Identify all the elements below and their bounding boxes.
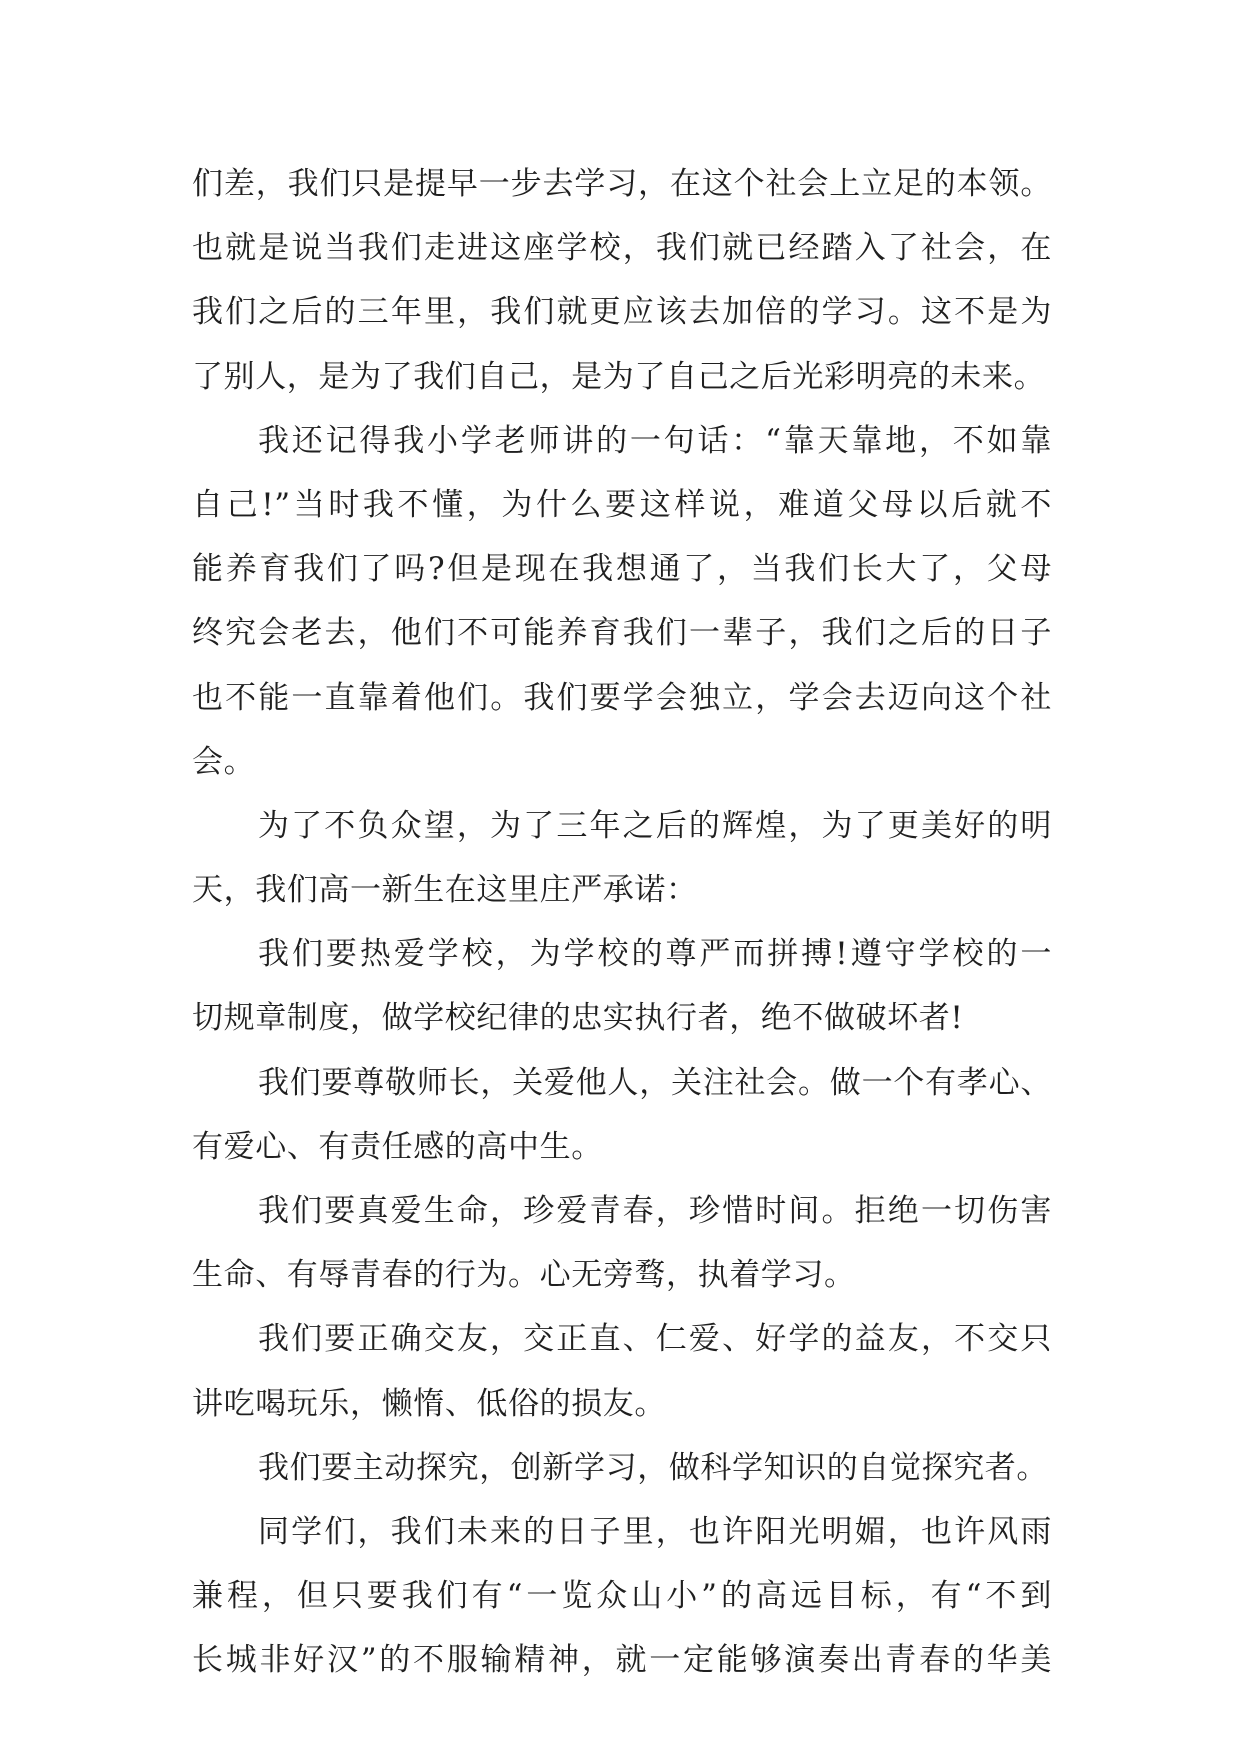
- text-line: 们差，我们只是提早一步去学习，在这个社会上立足的本领。: [192, 166, 1052, 202]
- text-line: 生命、有辱青春的行为。心无旁骛，执着学习。: [192, 1257, 856, 1294]
- text-line: 切规章制度，做学校纪律的忠实执行者，绝不做破坏者!: [192, 1000, 964, 1037]
- text-line: 兼程，但只要我们有“一览众山小”的高远目标，有“不到: [192, 1578, 1052, 1615]
- text-line: 同学们，我们未来的日子里，也许阳光明媚，也许风雨: [258, 1513, 1052, 1550]
- text-line: 能养育我们了吗?但是现在我想通了，当我们长大了，父母: [192, 551, 1052, 588]
- text-line: 我们要主动探究，创新学习，做科学知识的自觉探究者。: [258, 1449, 1048, 1486]
- text-line: 天，我们高一新生在这里庄严承诺：: [192, 872, 698, 909]
- text-line: 我还记得我小学老师讲的一句话：“靠天靠地，不如靠: [258, 422, 1052, 459]
- text-line: 我们要热爱学校，为学校的尊严而拼搏!遵守学校的一: [258, 936, 1052, 973]
- text-line: 也就是说当我们走进这座学校，我们就已经踏入了社会，在: [192, 230, 1052, 267]
- text-line: 会。: [192, 743, 256, 780]
- text-line: 我们要真爱生命，珍爱青春，珍惜时间。拒绝一切伤害: [258, 1193, 1052, 1229]
- text-line: 了别人，是为了我们自己，是为了自己之后光彩明亮的未来。: [192, 358, 1046, 395]
- text-line: 我们要尊敬师长，关爱他人，关注社会。做一个有孝心、: [258, 1064, 1052, 1101]
- document-body: [192, 152, 1052, 1693]
- text-line: 也不能一直靠着他们。我们要学会独立，学会去迈向这个社: [192, 679, 1052, 716]
- text-line: 终究会老去，他们不可能养育我们一辈子，我们之后的日子: [192, 615, 1052, 652]
- text-line: 为了不负众望，为了三年之后的辉煌，为了更美好的明: [258, 807, 1052, 844]
- text-line: 讲吃喝玩乐，懒惰、低俗的损友。: [192, 1385, 666, 1422]
- text-line: 自己!”当时我不懂，为什么要这样说，难道父母以后就不: [192, 486, 1052, 523]
- text-line: 我们要正确交友，交正直、仁爱、好学的益友，不交只: [258, 1321, 1052, 1358]
- text-line: 我们之后的三年里，我们就更应该去加倍的学习。这不是为: [192, 294, 1052, 331]
- text-line: 有爱心、有责任感的高中生。: [192, 1128, 603, 1165]
- text-line: 长城非好汉”的不服输精神，就一定能够演奏出青春的华美: [192, 1642, 1052, 1679]
